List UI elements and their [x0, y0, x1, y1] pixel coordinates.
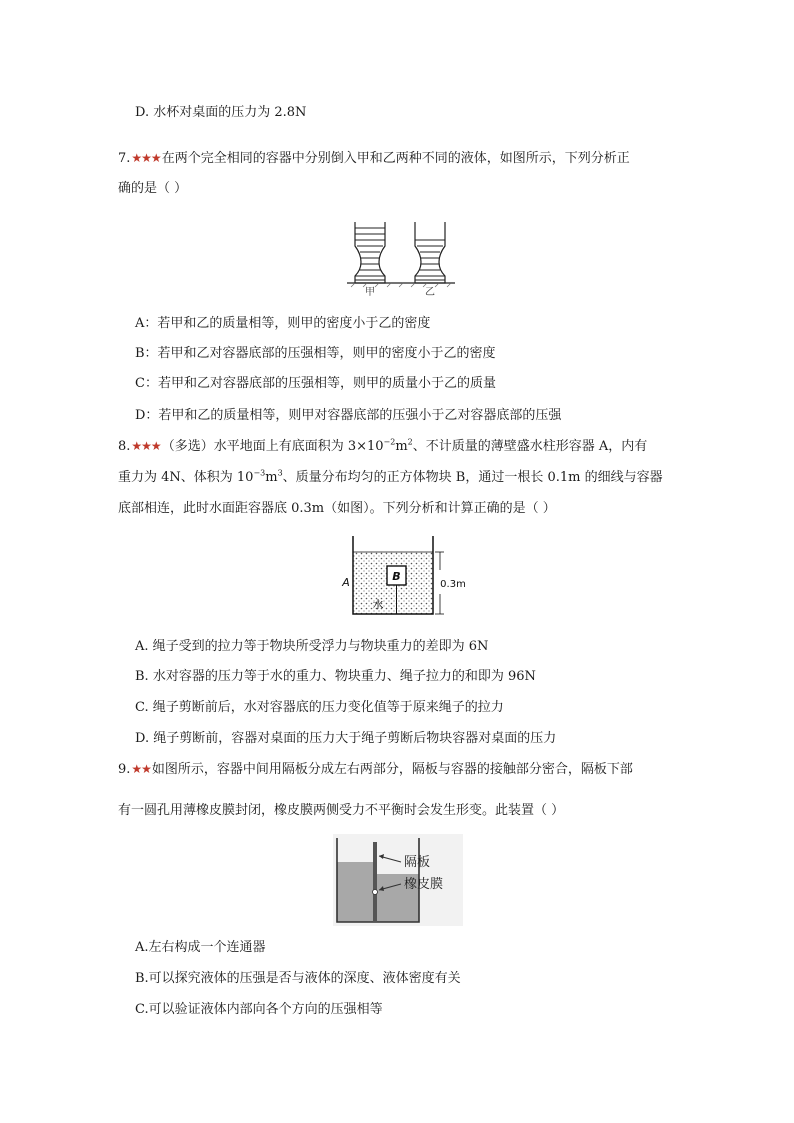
q8-stem-part: m [395, 439, 408, 454]
q8-stem-line2 [118, 469, 663, 487]
q8-option-d: D. 绳子剪断前，容器对桌面的压力大于绳子剪断后物块容器对桌面的压力 [135, 731, 557, 746]
q8-stem-part: 、不计质量的薄壁盛水柱形容器 A，内有 [412, 439, 648, 454]
q8-stem-line1 [118, 437, 647, 456]
q8-figure-label-height: 0.3m [440, 579, 465, 590]
q7-option-c: C：若甲和乙对容器底部的压强相等，则甲的质量小于乙的质量 [135, 376, 496, 391]
q8-figure-label-b: B [392, 570, 401, 583]
q9-stem-line1 [118, 760, 633, 779]
q8-stem-exp: 2 [407, 437, 413, 447]
q9-stem-line2: 有一圆孔用薄橡皮膜封闭，橡皮膜两侧受力不平衡时会发生形变。此装置（ ） [118, 803, 565, 818]
q8-stem-exp: −3 [253, 468, 266, 478]
q7-option-a: A：若甲和乙的质量相等，则甲的密度小于乙的密度 [135, 316, 431, 331]
q7-figure [345, 218, 460, 302]
q8-stem-part: 重力为 4N、体积为 10 [118, 470, 254, 485]
q9-figure-label-divider: 隔板 [404, 855, 431, 870]
q8-option-b: B. 水对容器的压力等于水的重力、物块重力、绳子拉力的和即为 96N [135, 669, 536, 684]
q6-option-d: D. 水杯对桌面的压力为 2.8N [135, 105, 307, 120]
q8-figure-label-a: A [342, 576, 350, 589]
q8-figure-label-water: 水 [372, 598, 384, 611]
q8-difficulty-stars: ★★★ [131, 439, 161, 453]
q8-option-a: A. 绳子受到的拉力等于物块所受浮力与物块重力的差即为 6N [135, 639, 489, 654]
q8-number: 8. [118, 439, 131, 454]
q8-option-c: C. 绳子剪断前后，水对容器底的压力变化值等于原来绳子的拉力 [135, 700, 504, 715]
q8-stem-part: （多选）水平地面上有底面积为 3×10 [161, 439, 384, 454]
q8-stem-exp: 3 [277, 468, 283, 478]
q7-stem-text: 在两个完全相同的容器中分别倒入甲和乙两种不同的液体，如图所示，下列分析正 [161, 151, 630, 166]
q7-stem-line2: 确的是（ ） [118, 181, 188, 196]
q7-figure-label-yi: 乙 [425, 287, 435, 298]
q8-stem-exp: −2 [383, 437, 396, 447]
q9-figure-label-membrane: 橡皮膜 [404, 877, 444, 892]
q7-difficulty-stars: ★★★ [131, 151, 161, 165]
q8-stem-line3: 底部相连，此时水面距容器底 0.3m（如图）。下列分析和计算正确的是（ ） [118, 501, 556, 516]
q9-number: 9. [118, 762, 131, 777]
q8-stem-part: m [265, 470, 278, 485]
q9-option-a: A.左右构成一个连通器 [135, 940, 266, 955]
q7-number: 7. [118, 151, 131, 166]
q8-figure [340, 532, 465, 624]
q7-option-b: B：若甲和乙对容器底部的压强相等，则甲的密度小于乙的密度 [135, 346, 496, 361]
q9-figure [333, 834, 463, 930]
q9-option-c: C.可以验证液体内部向各个方向的压强相等 [135, 1002, 383, 1017]
q9-difficulty-stars: ★★ [131, 762, 151, 776]
q8-stem-part: 、质量分布均匀的正方体物块 B，通过一根长 0.1m 的细线与容器 [282, 470, 663, 485]
q9-stem-text: 如图所示，容器中间用隔板分成左右两部分，隔板与容器的接触部分密合，隔板下部 [151, 762, 633, 777]
q7-option-d: D：若甲和乙的质量相等，则甲对容器底部的压强小于乙对容器底部的压强 [135, 408, 562, 423]
q7-figure-label-jia: 甲 [365, 287, 375, 298]
q7-stem-line1 [118, 149, 630, 168]
q9-option-b: B.可以探究液体的压强是否与液体的深度、液体密度有关 [135, 971, 461, 986]
